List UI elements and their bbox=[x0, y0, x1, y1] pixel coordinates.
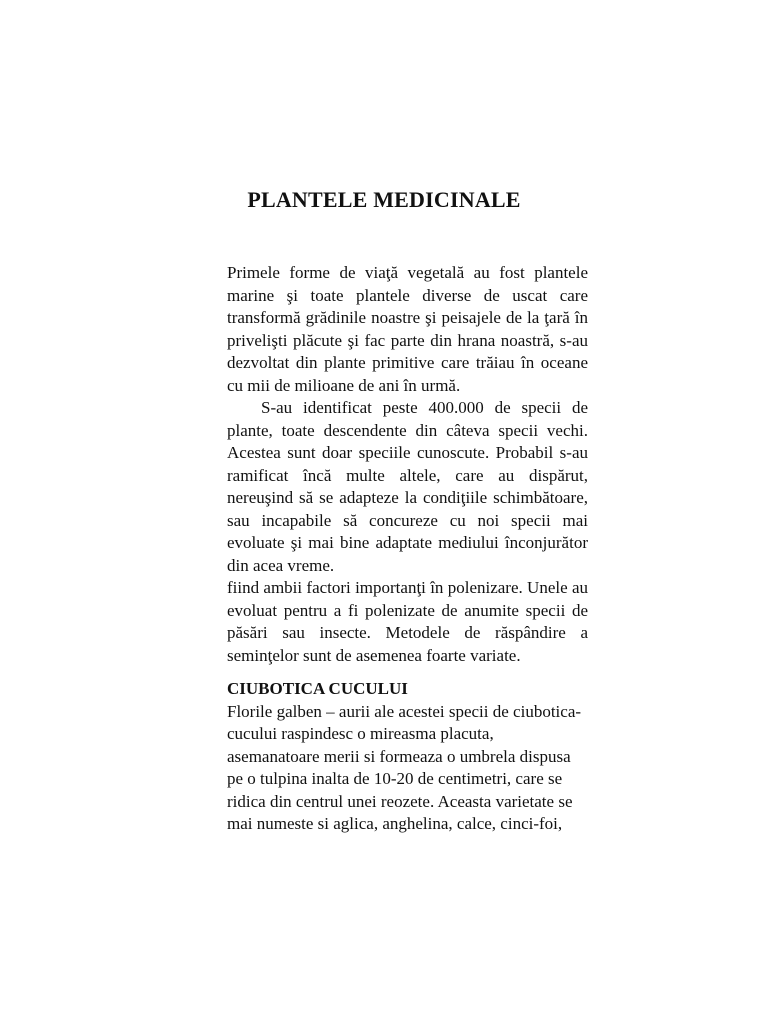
paragraph: Primele forme de viaţă vegetală au fost plantele marine şi toate plantele diverse de uscat care transformă grădinile noastre şi peisajele de la ţară în privelişti plăcute şi fac parte din hrana noastră, s-au dezvoltat din plante primitive care trăiau în oceane cu mii de milioane de ani în urmă. bbox=[227, 263, 588, 395]
intro-text bbox=[227, 262, 588, 667]
page-title: PLANTELE MEDICINALE bbox=[247, 187, 521, 212]
paragraph: S-au identificat peste 400.000 de specii de plante, toate descendente din câteva specii vechi. Acestea sunt doar speciile cunoscute. Probabil s-au ramificat încă multe altele, care au dispărut, nereuşind să se adapteze la condiţiile schimbătoare, sau incapabile să concureze cu noi specii mai evoluate şi mai bine adaptate mediului înconjurător din acea vreme. bbox=[227, 398, 588, 575]
section-heading: CIUBOTICA CUCULUI bbox=[227, 679, 408, 698]
section-ciubotica-cucului bbox=[227, 678, 588, 836]
paragraph: fiind ambii factori importanţi în polenizare. Unele au evoluat pentru a fi polenizate de anumite specii de păsări sau insecte. Metodele de răspândire a seminţelor sunt de asemenea foarte variate. bbox=[227, 578, 588, 665]
section-text: Florile galben – aurii ale acestei specii de ciubotica-cucului raspindesc o mireasma placuta, asemanatoare merii si formeaza o umbrela dispusa pe o tulpina inalta de 10-20 de centimetri, care se ridica din centrul unei reozete. Aceasta varietate se mai numeste si aglica, anghelina, calce, cinci-foi, bbox=[227, 701, 582, 833]
